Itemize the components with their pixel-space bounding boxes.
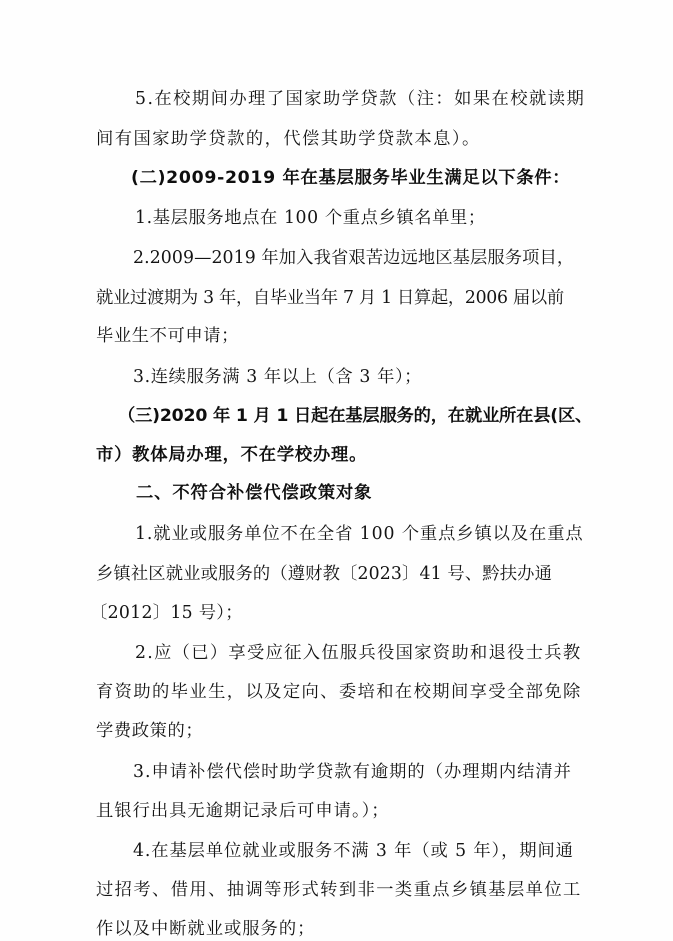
paragraph-line: 毕业生不可申请；	[96, 326, 240, 346]
paragraph-line: 5.在校期间办理了国家助学贷款（注：如果在校就读期	[135, 89, 586, 109]
paragraph-line: 过招考、借用、抽调等形式转到非一类重点乡镇基层单位工	[96, 880, 582, 900]
paragraph-line: 3.申请补偿代偿时助学贷款有逾期的（办理期内结清并	[133, 762, 572, 782]
paragraph-line: 且银行出具无逾期记录后可申请。）；	[96, 801, 390, 821]
paragraph-line: 乡镇社区就业或服务的（遵财教〔2023〕41 号、黔扶办通	[96, 564, 553, 584]
paragraph-line: 2.2009—2019 年加入我省艰苦边远地区基层服务项目，	[133, 248, 575, 268]
paragraph-line: 3.连续服务满 3 年以上（含 3 年）；	[133, 367, 423, 387]
paragraph-line: 2.应（已）享受应征入伍服兵役国家资助和退役士兵教	[135, 643, 582, 663]
subsection-heading: （三)2020 年 1 月 1 日起在基层服务的，在就业所在县(区、	[118, 406, 593, 426]
paragraph-line: 1.就业或服务单位不在全省 100 个重点乡镇以及在重点	[135, 524, 584, 544]
paragraph-line: 〔2012〕15 号）；	[90, 603, 243, 623]
subsection-heading: 市）教体局办理，不在学校办理。	[96, 445, 368, 465]
section-heading: 二、不符合补偿代偿政策对象	[136, 483, 373, 503]
paragraph-line: 作以及中断就业或服务的；	[96, 919, 316, 939]
paragraph-line: 间有国家助学贷款的，代偿其助学贷款本息）。	[96, 129, 481, 149]
paragraph-line: 学费政策的；	[96, 721, 204, 741]
subsection-heading: (二)2009-2019 年在基层服务毕业生满足以下条件：	[131, 168, 571, 188]
paragraph-line: 育资助的毕业生，以及定向、委培和在校期间享受全部免除	[96, 682, 582, 702]
paragraph-line: 就业过渡期为 3 年，自毕业当年 7 月 1 日算起，2006 届以前	[96, 288, 564, 308]
paragraph-line: 1.基层服务地点在 100 个重点乡镇名单里；	[135, 208, 486, 228]
paragraph-line: 4.在基层单位就业或服务不满 3 年（或 5 年），期间通	[133, 841, 574, 861]
